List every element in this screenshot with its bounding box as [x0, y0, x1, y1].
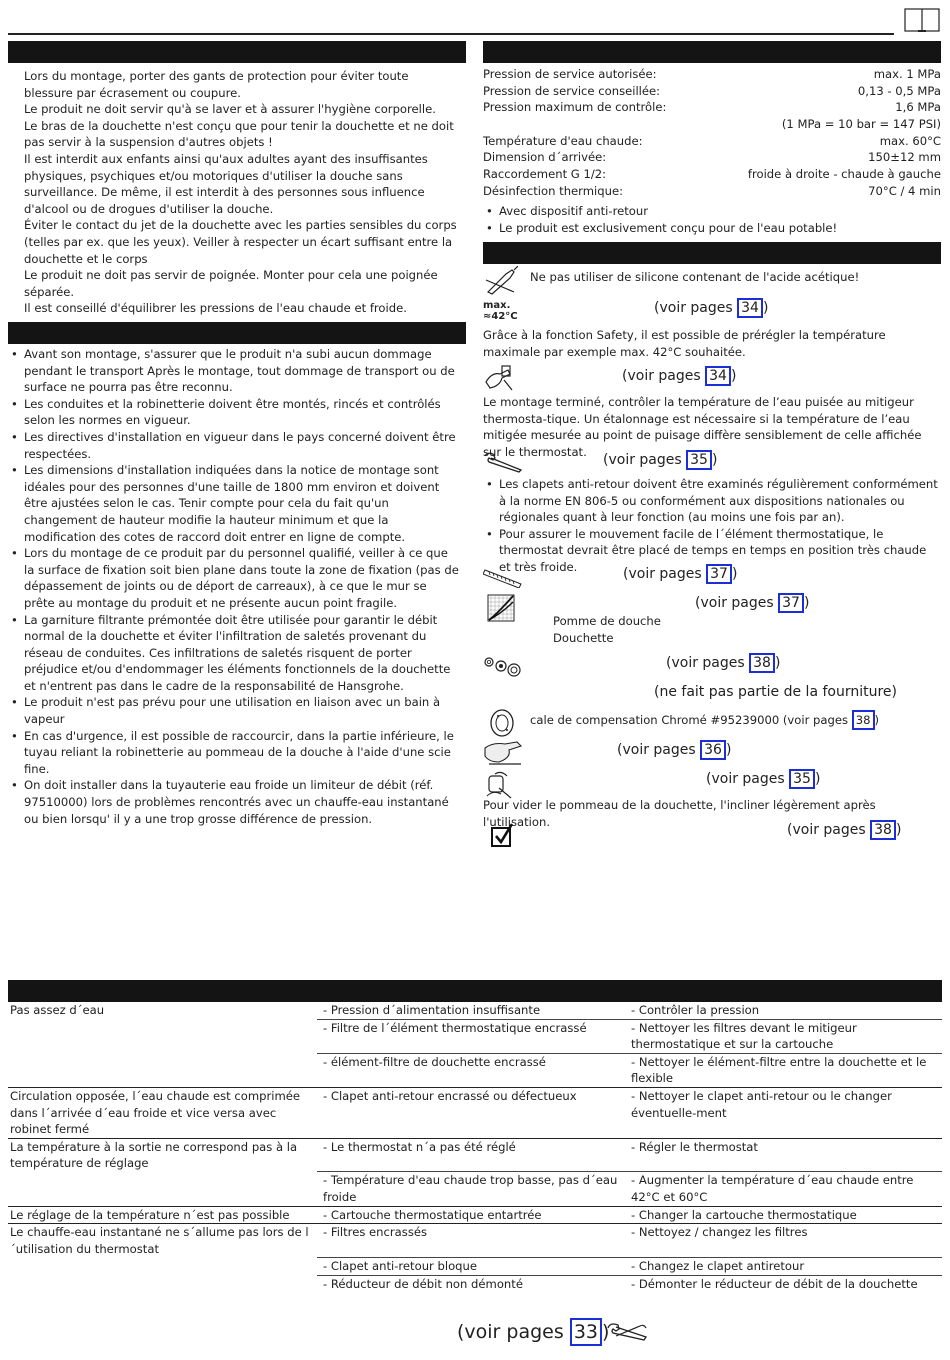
voir-pages-text: (voir pages [622, 368, 706, 384]
legend-shower-head: Pomme de douche [553, 614, 661, 628]
cleaning-hand-icon [483, 740, 523, 766]
page-ref-maintenance [603, 450, 717, 470]
spec-table [483, 66, 941, 199]
install-item: • En cas d'urgence, il est possible de raccourcir, dans la partie inférieure, le tuyau reliant la robinetterie au pommeau de la douche à l'aide d'une scie fine. [8, 728, 460, 778]
spec-value: 0,13 - 0,5 MPa [857, 83, 941, 98]
voir-pages-close: ) [895, 822, 902, 838]
voir-pages-text: (voir pages [706, 771, 790, 787]
page-ref-cleaning [617, 740, 731, 760]
table-row [8, 1138, 942, 1172]
spec-value: 70°C / 4 min [868, 183, 941, 198]
thermostat-hand-icon [484, 364, 516, 392]
voir-pages-close: ) [774, 655, 781, 671]
spec-row [483, 133, 941, 150]
spec-row [483, 116, 941, 133]
spec-label: Pression de service conseillée: [483, 83, 661, 98]
maintenance-list [483, 476, 941, 576]
remedy-cell: - Nettoyez / changez les filtres [625, 1224, 942, 1258]
remedy-cell: - Nettoyer le élément-filtre entre la douchette et le flexible [625, 1053, 942, 1087]
table-row [8, 1206, 942, 1224]
problem-cell: Le réglage de la température n´est pas possible [8, 1206, 317, 1224]
cause-cell: - Pression d´alimentation insuffisante [323, 1003, 541, 1017]
troubleshooting-table [8, 1002, 942, 1292]
section-bar-safety [8, 41, 466, 63]
remedy-cell: - Nettoyer le clapet anti-retour ou le changer éventuelle-ment [625, 1087, 942, 1138]
voir-pages-close: ) [731, 566, 738, 582]
install-item: • Les directives d'installation en vigueur dans le pays concerné doivent être respectées. [8, 429, 460, 462]
voir-pages-text: (voir pages [603, 452, 687, 468]
safety-paragraph: Il est conseillé d'équilibrer les pressions de l'eau chaude et froide. [24, 301, 407, 316]
spec-label: Pression de service autorisée: [483, 67, 657, 81]
safety-function-text: Grâce à la fonction Safety, il est possible de prérégler la température maximale par exemple max. 42°C souhaitée. [483, 328, 886, 359]
spec-label: Pression maximum de contrôle: [483, 100, 667, 115]
remedy-cell: - Régler le thermostat [625, 1138, 942, 1172]
drain-shower-head-text: Pour vider le pommeau de la douchette, l'incliner légèrement après l'utilisation. [483, 798, 876, 829]
voir-pages-close: ) [730, 368, 737, 384]
spec-value: max. 1 MPa [873, 67, 941, 81]
table-row [8, 1053, 942, 1087]
voir-pages-text: (voir pages [654, 300, 738, 316]
problem-cell [8, 1053, 317, 1087]
problem-cell: Circulation opposée, l´eau chaude est comprimée dans l´arrivée d´eau froide et vice versa avec robinet fermé [8, 1087, 317, 1138]
spec-bullet: • Avec dispositif anti-retour [483, 203, 941, 220]
flow-diagram-icon [487, 594, 515, 622]
page-link-38[interactable]: 38 [749, 653, 775, 673]
spec-row [483, 66, 941, 83]
spec-row [483, 99, 941, 116]
page-ref-safety [654, 298, 768, 318]
section-bar-troubleshooting [8, 980, 942, 1002]
page-link-37[interactable]: 37 [706, 564, 732, 584]
voir-pages-text: (voir pages [617, 742, 701, 758]
install-item: • On doit installer dans la tuyauterie eau froide un limiteur de débit (réf. 97510000) lors de problèmes rencontrés avec un chauffe-eau instantané ou bien lorsqu' il y a une trop grosse différence de pression. [8, 777, 460, 827]
thermostat-calibration-text: Le montage terminé, contrôler la température de l’eau puisée au mitigeur thermosta-tique. Un étalonnage est nécessaire si la température de l’eau mitigée mesurée au point de puisage diffère sensiblement de celle affichée sur le thermostat. [483, 395, 922, 459]
safety-paragraph: Éviter le contact du jet de la douchette avec les parties sensibles du corps (telles par ex. que les yeux). Veiller à respecter un écart suffisant entre la douchette et le corps [24, 218, 457, 266]
wrench-icon [606, 1322, 648, 1342]
table-row [8, 1257, 942, 1275]
table-row [8, 1002, 942, 1019]
cause-cell: - Filtres encrassés [317, 1224, 625, 1258]
page-ref-spare-parts [666, 653, 780, 673]
spare-parts-icon [483, 654, 523, 680]
spec-value: (1 MPa = 10 bar = 147 PSI) [781, 116, 941, 131]
silicone-gun-icon [484, 266, 518, 296]
install-item: • Lors du montage de ce produit par du personnel qualifié, veiller à ce que la surface de fixation soit bien plane dans toute la zone de fixation (pas de dépassement de joints ou de déport de carreaux), à ce que le mur se prête au montage du produit et ne présente aucun point fragile. [8, 545, 460, 611]
problem-cell: Pas assez d´eau [10, 1003, 105, 1017]
problem-cell [8, 1172, 317, 1206]
spec-value: 1,6 MPa [895, 100, 941, 115]
compensation-ring-label: cale de compensation Chromé #95239000 (voir pages [530, 713, 852, 727]
safety-paragraph: Lors du montage, porter des gants de protection pour éviter toute blessure par écrasement ou coupure. [24, 69, 409, 100]
section-bar-service [483, 242, 941, 264]
voir-pages-text: (voir pages [623, 566, 707, 582]
page-link-33[interactable]: 33 [570, 1318, 602, 1346]
spec-bullets [483, 203, 941, 236]
safety-paragraph: Le bras de la douchette n'est conçu que pour tenir la douchette et ne doit pas servir à la suspension d'autres objets ! [24, 118, 454, 150]
voir-pages-close: ) [874, 713, 880, 727]
remedy-cell: - Démonter le réducteur de débit de la douchette [625, 1275, 942, 1292]
install-item: • Les conduites et la robinetterie doivent être montés, rincés et contrôlés selon les normes en vigueur. [8, 396, 460, 429]
voir-pages-close: ) [725, 742, 732, 758]
cause-cell: - Température d'eau chaude trop basse, pas d´eau froide [317, 1172, 625, 1206]
maintenance-item: • Les clapets anti-retour doivent être examinés régulièrement conformément à la norme EN 806-5 ou conformément aux dispositions nationales ou régionales quant à leur fonction (au moins une fois par an). [483, 476, 941, 526]
not-supplied-note: (ne fait pas partie de la fourniture) [654, 684, 898, 700]
cause-cell: - Clapet anti-retour encrassé ou défectueux [317, 1087, 625, 1138]
max-temp-label: max. [483, 300, 511, 311]
spec-label: Raccordement G 1/2: [483, 167, 607, 182]
remedy-cell: - Nettoyer les filtres devant le mitigeur thermostatique et sur la cartouche [625, 1019, 942, 1053]
problem-cell: Le chauffe-eau instantané ne s´allume pas lors de l´utilisation du thermostat [8, 1224, 317, 1258]
voir-pages-close: ) [762, 300, 769, 316]
compensation-ring-text [530, 710, 879, 730]
voir-pages-text: (voir pages [666, 655, 750, 671]
table-row [8, 1275, 942, 1292]
page-ref-thermostat [622, 366, 736, 386]
book-icon [904, 8, 940, 32]
page-link-34[interactable]: 34 [737, 298, 763, 318]
voir-pages-close: ) [602, 1321, 610, 1343]
page-link-38[interactable]: 38 [852, 710, 875, 730]
spec-row [483, 183, 941, 200]
page-link-34[interactable]: 34 [705, 366, 731, 386]
compensation-ring-icon [488, 708, 516, 738]
page-ref-hand-shower [706, 769, 820, 789]
page-link-36[interactable]: 36 [700, 740, 726, 760]
header-rule [8, 33, 894, 35]
max-temp-icon [483, 300, 523, 322]
table-row [8, 1087, 942, 1138]
install-item: • Le produit n'est pas prévu pour une utilisation en liaison avec un bain à vapeur [8, 694, 460, 727]
section-bar-install [8, 322, 466, 344]
problem-cell [8, 1257, 317, 1275]
spec-row [483, 83, 941, 100]
problem-cell [8, 1019, 317, 1053]
cause-cell: - Le thermostat n´a pas été réglé [317, 1138, 625, 1172]
safety-paragraph: Il est interdit aux enfants ainsi qu'aux adultes ayant des insuffisantes physiques, psychiques et/ou motoriques d'utiliser la douche sans surveillance. De même, il est interdit à des personnes sous influence d'alcool ou de drogues d'utiliser la douche. [24, 151, 428, 216]
remedy-cell: - Changez le clapet antiretour [625, 1257, 942, 1275]
install-item: • Les dimensions d'installation indiquées dans la notice de montage sont idéales pour des personnes d'une taille de 1800 mm environ et doivent être ajustées selon le cas. Tenir compte pour cela du fait qu'un changement de hauteur modifie la hauteur minimum et que la modification des cotes de raccord doit entrer en ligne de compte. [8, 462, 460, 545]
install-item: • Avant son montage, s'assurer que le produit n'a subi aucun dommage pendant le transport Après le montage, tout dommage de transport ou de surface ne pourra pas être reconnu. [8, 346, 460, 396]
spec-label: Dimension d´arrivée: [483, 150, 607, 165]
spec-value: 150±12 mm [868, 150, 941, 165]
section-bar-specs [483, 41, 941, 63]
voir-pages-text: (voir pages [787, 822, 871, 838]
voir-pages-close: ) [803, 595, 810, 611]
page-link-38[interactable]: 38 [870, 820, 896, 840]
problem-cell: La température à la sortie ne correspond pas à la température de réglage [8, 1138, 317, 1172]
table-row [8, 1019, 942, 1053]
voir-pages-text: (voir pages [695, 595, 779, 611]
remedy-cell: - Contrôler la pression [631, 1003, 760, 1017]
spec-label: Désinfection thermique: [483, 183, 624, 198]
cause-cell: - Filtre de l´élément thermostatique encrassé [317, 1019, 625, 1053]
cause-cell: - Clapet anti-retour bloque [317, 1257, 625, 1275]
voir-pages-text: (voir pages [457, 1321, 570, 1343]
wrench-icon [483, 452, 523, 474]
safety-paragraph: Le produit ne doit servir qu'à se laver et à assurer l'hygiène corporelle. [24, 102, 436, 117]
cause-cell: - Cartouche thermostatique entartrée [317, 1206, 625, 1224]
cause-cell: - Réducteur de débit non démonté [317, 1275, 625, 1292]
page-link-35[interactable]: 35 [789, 769, 815, 789]
hand-shower-icon [485, 770, 515, 800]
remedy-cell: - Changer la cartouche thermostatique [625, 1206, 942, 1224]
spec-bullet: • Le produit est exclusivement conçu pour de l'eau potable! [483, 220, 941, 237]
spec-row [483, 166, 941, 183]
page-ref-bottom [457, 1318, 609, 1346]
spec-value: froide à droite - chaude à gauche [747, 167, 941, 182]
max-temp-value: ≈42°C [483, 311, 518, 322]
remedy-cell: - Augmenter la température d´eau chaude entre 42°C et 60°C [625, 1172, 942, 1206]
install-list [8, 346, 460, 827]
spec-row [483, 149, 941, 166]
legend-hand-shower: Douchette [553, 631, 614, 645]
table-row [8, 1224, 942, 1258]
spec-label: Température d'eau chaude: [483, 133, 643, 148]
voir-pages-close: ) [711, 452, 718, 468]
problem-cell [8, 1275, 317, 1292]
table-row [8, 1172, 942, 1206]
install-item: • La garniture filtrante prémontée doit être utilisée pour garantir le débit normal de la douchette et éviter l'infiltration de saletés provenant du réseau de conduites. Ces infiltrations de saletés risquent de porter préjudice et/ou d'endommager les éléments fonctionnels de la douchette et n'entrent pas dans le cadre de la responsabilité de Hansgrohe. [8, 612, 460, 695]
checkbox-tick-icon [490, 822, 514, 848]
spec-value: max. 60°C [879, 133, 941, 148]
page-link-37[interactable]: 37 [778, 593, 804, 613]
voir-pages-close: ) [814, 771, 821, 787]
safety-text [24, 68, 460, 317]
page-ref-test-certificate [787, 820, 901, 840]
page-link-35[interactable]: 35 [686, 450, 712, 470]
safety-paragraph: Le produit ne doit pas servir de poignée. Monter pour cela une poignée séparée. [24, 268, 438, 299]
page-ref-flow [695, 593, 809, 613]
cause-cell: - élément-filtre de douchette encrassé [317, 1053, 625, 1087]
silicone-warning: Ne pas utiliser de silicone contenant de l'acide acétique! [530, 270, 860, 284]
page-ref-dimensions [623, 564, 737, 584]
maintenance-item: • Pour assurer le mouvement facile de l´élément thermostatique, le thermostat devrait être placé de temps en temps en position très chaude et très froide. [483, 526, 941, 576]
ruler-icon [483, 566, 523, 588]
